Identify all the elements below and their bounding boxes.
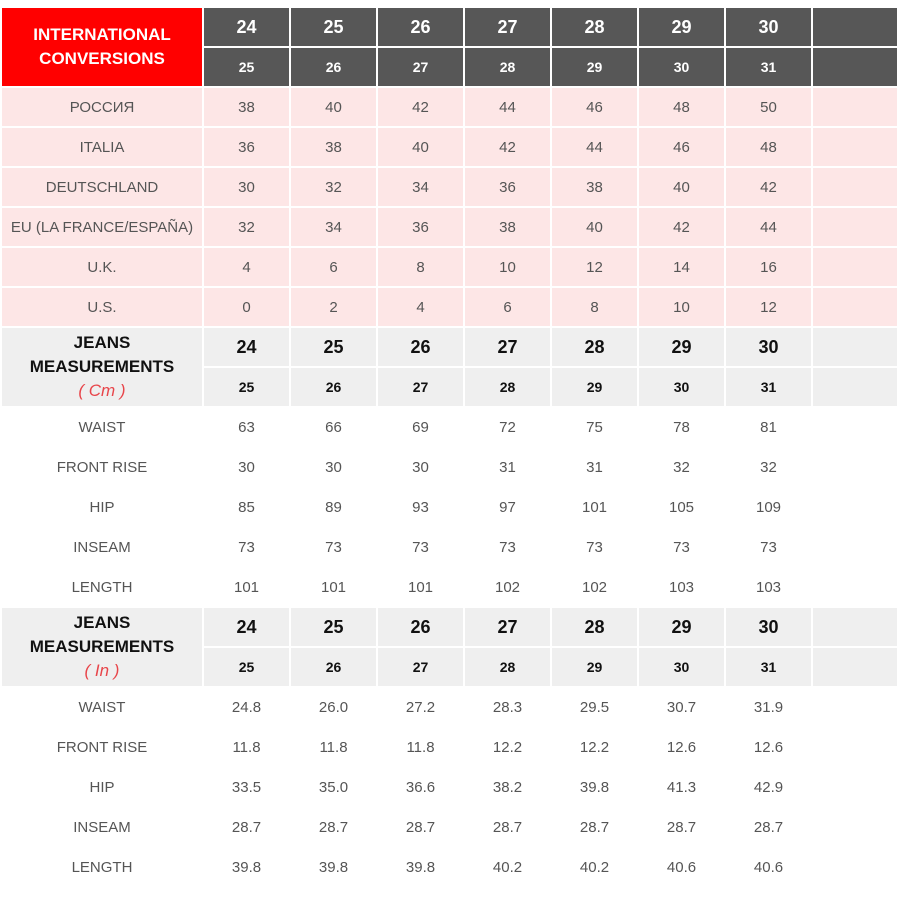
- value-cell: 31: [465, 448, 550, 488]
- row-label: FRONT RISE: [2, 448, 202, 488]
- value-cell: 24.8: [204, 688, 289, 728]
- value-cell: 102: [552, 568, 637, 608]
- value-cell: 14: [639, 248, 724, 288]
- size-header: 28: [552, 8, 637, 48]
- value-cell: 42: [465, 128, 550, 168]
- value-cell: 11.8: [378, 728, 463, 768]
- value-cell: 42: [726, 168, 811, 208]
- value-cell: 10: [639, 288, 724, 328]
- size-subheader: 28: [465, 648, 550, 688]
- value-cell: 78: [639, 408, 724, 448]
- cm-title-line2: MEASUREMENTS: [29, 357, 175, 376]
- value-cell: 28.7: [639, 808, 724, 848]
- table-row: [2, 848, 897, 888]
- empty-header-cell: [813, 328, 897, 368]
- in-title-line2: MEASUREMENTS: [29, 637, 175, 656]
- empty-cell: [813, 248, 897, 288]
- row-label: U.S.: [2, 288, 202, 328]
- size-header: 28: [552, 328, 637, 368]
- value-cell: 11.8: [204, 728, 289, 768]
- value-cell: 101: [204, 568, 289, 608]
- value-cell: 44: [465, 88, 550, 128]
- table-row: [2, 448, 897, 488]
- value-cell: 75: [552, 408, 637, 448]
- size-header: 29: [639, 8, 724, 48]
- value-cell: 105: [639, 488, 724, 528]
- empty-header-cell: [813, 608, 897, 648]
- size-subheader: 27: [378, 648, 463, 688]
- value-cell: 89: [291, 488, 376, 528]
- row-label: HIP: [2, 488, 202, 528]
- cm-header-row-main: [2, 328, 897, 368]
- value-cell: 28.7: [552, 808, 637, 848]
- value-cell: 73: [639, 528, 724, 568]
- value-cell: 50: [726, 88, 811, 128]
- value-cell: 27.2: [378, 688, 463, 728]
- empty-cell: [813, 488, 897, 528]
- size-subheader: 26: [291, 648, 376, 688]
- empty-cell: [813, 208, 897, 248]
- size-subheader: 29: [552, 648, 637, 688]
- value-cell: 36: [378, 208, 463, 248]
- size-header: 26: [378, 8, 463, 48]
- size-subheader: 29: [552, 368, 637, 408]
- value-cell: 32: [291, 168, 376, 208]
- size-header: 24: [204, 608, 289, 648]
- size-header: 25: [291, 8, 376, 48]
- size-subheader: 25: [204, 48, 289, 88]
- value-cell: 40: [552, 208, 637, 248]
- empty-cell: [813, 768, 897, 808]
- value-cell: 26.0: [291, 688, 376, 728]
- value-cell: 6: [291, 248, 376, 288]
- row-label: DEUTSCHLAND: [2, 168, 202, 208]
- size-header: 28: [552, 608, 637, 648]
- size-subheader: 27: [378, 48, 463, 88]
- value-cell: 31.9: [726, 688, 811, 728]
- value-cell: 38: [204, 88, 289, 128]
- value-cell: 6: [465, 288, 550, 328]
- row-label: WAIST: [2, 688, 202, 728]
- empty-cell: [813, 528, 897, 568]
- value-cell: 2: [291, 288, 376, 328]
- intl-title: [2, 8, 202, 88]
- value-cell: 69: [378, 408, 463, 448]
- size-header: 30: [726, 8, 811, 48]
- empty-header-cell: [813, 48, 897, 88]
- value-cell: 38: [552, 168, 637, 208]
- value-cell: 40: [291, 88, 376, 128]
- intl-header-row-main: [2, 8, 897, 48]
- value-cell: 12.2: [465, 728, 550, 768]
- empty-cell: [813, 848, 897, 888]
- value-cell: 73: [552, 528, 637, 568]
- size-header: 27: [465, 8, 550, 48]
- value-cell: 73: [204, 528, 289, 568]
- empty-cell: [813, 808, 897, 848]
- row-label: LENGTH: [2, 568, 202, 608]
- empty-cell: [813, 288, 897, 328]
- table-row: [2, 488, 897, 528]
- table-row: [2, 568, 897, 608]
- value-cell: 35.0: [291, 768, 376, 808]
- row-label: EU (LA FRANCE/ESPAÑA): [2, 208, 202, 248]
- value-cell: 40.2: [465, 848, 550, 888]
- row-label: LENGTH: [2, 848, 202, 888]
- size-subheader: 25: [204, 648, 289, 688]
- value-cell: 28.3: [465, 688, 550, 728]
- value-cell: 103: [639, 568, 724, 608]
- size-subheader: 31: [726, 648, 811, 688]
- row-label: INSEAM: [2, 808, 202, 848]
- value-cell: 36: [465, 168, 550, 208]
- empty-cell: [813, 728, 897, 768]
- empty-header-cell: [813, 8, 897, 48]
- value-cell: 12.6: [726, 728, 811, 768]
- row-label: INSEAM: [2, 528, 202, 568]
- value-cell: 12.2: [552, 728, 637, 768]
- size-subheader: 31: [726, 48, 811, 88]
- value-cell: 28.7: [465, 808, 550, 848]
- value-cell: 0: [204, 288, 289, 328]
- empty-cell: [813, 688, 897, 728]
- size-header: 29: [639, 328, 724, 368]
- value-cell: 46: [552, 88, 637, 128]
- value-cell: 32: [639, 448, 724, 488]
- empty-cell: [813, 88, 897, 128]
- size-chart-body: [2, 8, 897, 888]
- value-cell: 40.2: [552, 848, 637, 888]
- value-cell: 33.5: [204, 768, 289, 808]
- table-row: [2, 808, 897, 848]
- size-header: 26: [378, 608, 463, 648]
- value-cell: 31: [552, 448, 637, 488]
- value-cell: 72: [465, 408, 550, 448]
- value-cell: 39.8: [291, 848, 376, 888]
- value-cell: 39.8: [204, 848, 289, 888]
- value-cell: 40: [378, 128, 463, 168]
- value-cell: 85: [204, 488, 289, 528]
- intl-title-line1: INTERNATIONAL: [33, 25, 171, 44]
- in-header-row-main: [2, 608, 897, 648]
- row-label: РОССИЯ: [2, 88, 202, 128]
- value-cell: 73: [291, 528, 376, 568]
- size-subheader: 28: [465, 48, 550, 88]
- value-cell: 38.2: [465, 768, 550, 808]
- value-cell: 109: [726, 488, 811, 528]
- size-subheader: 28: [465, 368, 550, 408]
- table-row: [2, 288, 897, 328]
- value-cell: 12.6: [639, 728, 724, 768]
- table-row: [2, 688, 897, 728]
- value-cell: 8: [378, 248, 463, 288]
- value-cell: 44: [552, 128, 637, 168]
- value-cell: 40: [639, 168, 724, 208]
- value-cell: 48: [726, 128, 811, 168]
- table-row: [2, 768, 897, 808]
- value-cell: 41.3: [639, 768, 724, 808]
- value-cell: 28.7: [291, 808, 376, 848]
- value-cell: 39.8: [378, 848, 463, 888]
- table-row: [2, 728, 897, 768]
- value-cell: 73: [378, 528, 463, 568]
- size-subheader: 29: [552, 48, 637, 88]
- size-subheader: 31: [726, 368, 811, 408]
- cm-title-line1: JEANS: [73, 333, 131, 352]
- size-header: 25: [291, 608, 376, 648]
- value-cell: 34: [378, 168, 463, 208]
- value-cell: 93: [378, 488, 463, 528]
- table-row: [2, 528, 897, 568]
- value-cell: 101: [378, 568, 463, 608]
- value-cell: 101: [291, 568, 376, 608]
- empty-header-cell: [813, 648, 897, 688]
- table-row: [2, 128, 897, 168]
- in-unit-label: ( In ): [84, 661, 120, 680]
- value-cell: 39.8: [552, 768, 637, 808]
- value-cell: 40.6: [726, 848, 811, 888]
- table-row: [2, 248, 897, 288]
- value-cell: 66: [291, 408, 376, 448]
- value-cell: 102: [465, 568, 550, 608]
- value-cell: 63: [204, 408, 289, 448]
- value-cell: 36: [204, 128, 289, 168]
- value-cell: 46: [639, 128, 724, 168]
- row-label: HIP: [2, 768, 202, 808]
- value-cell: 48: [639, 88, 724, 128]
- value-cell: 36.6: [378, 768, 463, 808]
- value-cell: 30: [204, 168, 289, 208]
- value-cell: 12: [552, 248, 637, 288]
- row-label: WAIST: [2, 408, 202, 448]
- size-header: 30: [726, 328, 811, 368]
- value-cell: 12: [726, 288, 811, 328]
- value-cell: 29.5: [552, 688, 637, 728]
- size-subheader: 26: [291, 48, 376, 88]
- value-cell: 103: [726, 568, 811, 608]
- value-cell: 11.8: [291, 728, 376, 768]
- size-subheader: 26: [291, 368, 376, 408]
- value-cell: 8: [552, 288, 637, 328]
- value-cell: 30.7: [639, 688, 724, 728]
- size-header: 24: [204, 328, 289, 368]
- value-cell: 73: [465, 528, 550, 568]
- size-header: 27: [465, 608, 550, 648]
- size-header: 24: [204, 8, 289, 48]
- size-header: 29: [639, 608, 724, 648]
- value-cell: 81: [726, 408, 811, 448]
- size-subheader: 30: [639, 48, 724, 88]
- empty-cell: [813, 448, 897, 488]
- value-cell: 42.9: [726, 768, 811, 808]
- size-subheader: 27: [378, 368, 463, 408]
- size-chart-table: [0, 8, 899, 888]
- value-cell: 28.7: [204, 808, 289, 848]
- empty-cell: [813, 128, 897, 168]
- in-title-line1: JEANS: [73, 613, 131, 632]
- value-cell: 38: [291, 128, 376, 168]
- size-header: 25: [291, 328, 376, 368]
- value-cell: 30: [291, 448, 376, 488]
- table-row: [2, 408, 897, 448]
- intl-title-line2: CONVERSIONS: [39, 49, 165, 68]
- row-label: FRONT RISE: [2, 728, 202, 768]
- value-cell: 42: [378, 88, 463, 128]
- value-cell: 42: [639, 208, 724, 248]
- value-cell: 16: [726, 248, 811, 288]
- empty-cell: [813, 568, 897, 608]
- value-cell: 32: [204, 208, 289, 248]
- value-cell: 101: [552, 488, 637, 528]
- table-row: [2, 88, 897, 128]
- value-cell: 4: [378, 288, 463, 328]
- size-subheader: 25: [204, 368, 289, 408]
- value-cell: 32: [726, 448, 811, 488]
- value-cell: 73: [726, 528, 811, 568]
- cm-section-title: [2, 328, 202, 408]
- value-cell: 30: [204, 448, 289, 488]
- size-header: 26: [378, 328, 463, 368]
- empty-header-cell: [813, 368, 897, 408]
- row-label: ITALIA: [2, 128, 202, 168]
- value-cell: 40.6: [639, 848, 724, 888]
- size-subheader: 30: [639, 368, 724, 408]
- value-cell: 44: [726, 208, 811, 248]
- value-cell: 10: [465, 248, 550, 288]
- value-cell: 30: [378, 448, 463, 488]
- in-section-title: [2, 608, 202, 688]
- empty-cell: [813, 408, 897, 448]
- size-header: 30: [726, 608, 811, 648]
- row-label: U.K.: [2, 248, 202, 288]
- cm-unit-label: ( Cm ): [78, 381, 126, 400]
- value-cell: 28.7: [726, 808, 811, 848]
- value-cell: 28.7: [378, 808, 463, 848]
- value-cell: 38: [465, 208, 550, 248]
- value-cell: 34: [291, 208, 376, 248]
- table-row: [2, 168, 897, 208]
- size-header: 27: [465, 328, 550, 368]
- value-cell: 97: [465, 488, 550, 528]
- value-cell: 4: [204, 248, 289, 288]
- table-row: [2, 208, 897, 248]
- empty-cell: [813, 168, 897, 208]
- size-subheader: 30: [639, 648, 724, 688]
